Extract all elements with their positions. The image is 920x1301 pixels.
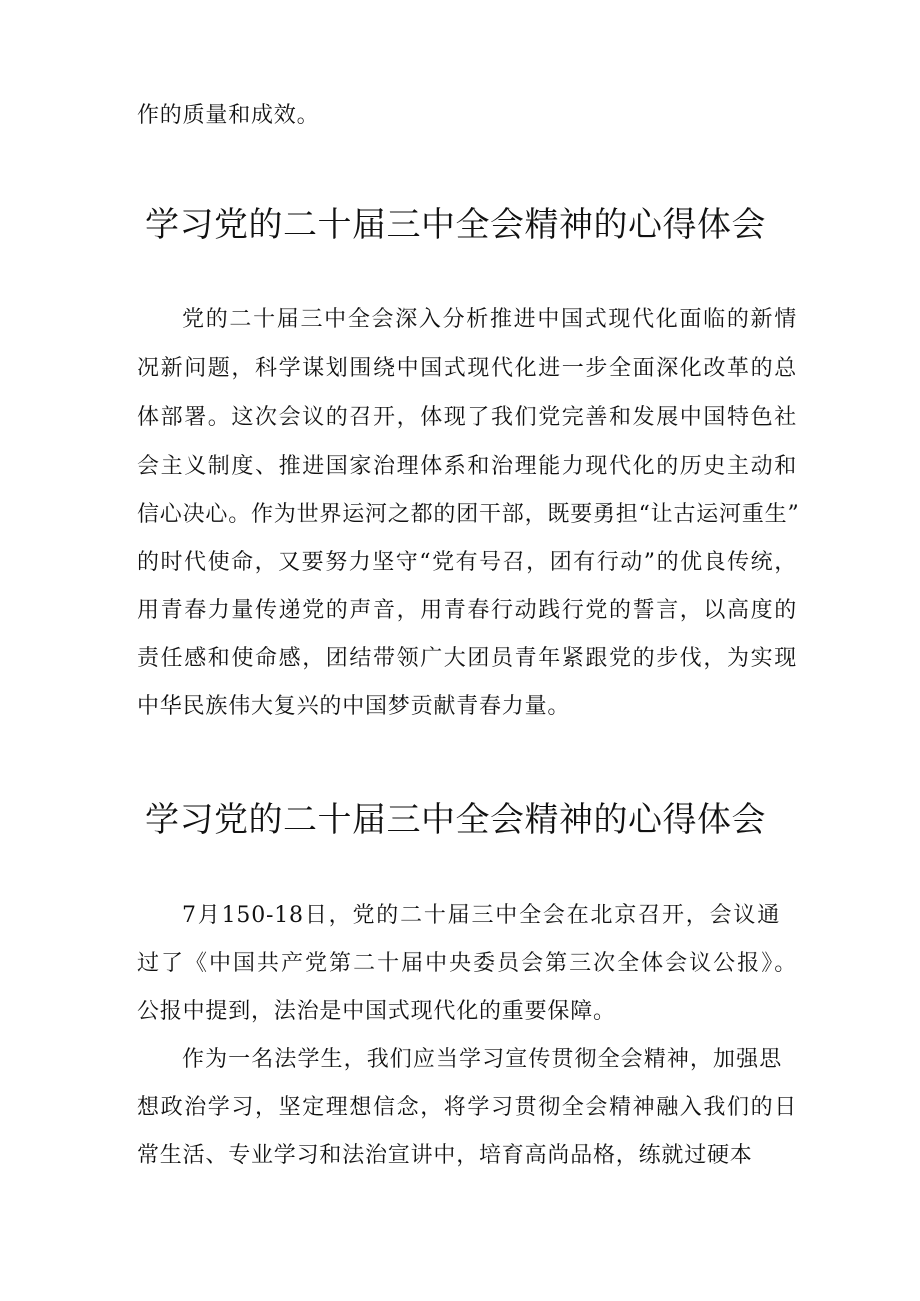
- text-line: 的时代使命，又要努力坚守“党有号召，团有行动”的优良传统，: [137, 550, 797, 575]
- text-line: 7月150-18日，党的二十届三中全会在北京召开，会议通: [182, 903, 780, 928]
- text-line: 用青春力量传递党的声音，用青春行动践行党的誓言，以高度的: [137, 598, 797, 623]
- text-line: 常生活、专业学习和法治宣讲中，培育高尚品格，练就过硬本: [137, 1143, 753, 1168]
- text-line: 作的质量和成效。: [137, 103, 320, 128]
- text-line: 党的二十届三中全会深入分析推进中国式现代化面临的新情: [182, 307, 797, 332]
- text-line: 公报中提到，法治是中国式现代化的重要保障。: [137, 999, 616, 1024]
- section-heading: 学习党的二十届三中全会精神的心得体会: [145, 800, 766, 840]
- text-line: 况新问题，科学谋划围绕中国式现代化进一步全面深化改革的总: [137, 356, 797, 381]
- text-line: 想政治学习，坚定理想信念，将学习贯彻全会精神融入我们的日: [137, 1095, 797, 1120]
- section-heading: 学习党的二十届三中全会精神的心得体会: [145, 205, 766, 245]
- text-line: 信心决心。作为世界运河之都的团干部，既要勇担“让古运河重生”: [137, 502, 800, 527]
- text-line: 责任感和使命感，团结带领广大团员青年紧跟党的步伐，为实现: [137, 646, 797, 671]
- text-line: 体部署。这次会议的召开，体现了我们党完善和发展中国特色社: [137, 405, 797, 430]
- text-line: 过了《中国共产党第二十届中央委员会第三次全体会议公报》。: [137, 951, 797, 976]
- text-line: 中华民族伟大复兴的中国梦贡献青春力量。: [137, 694, 571, 719]
- text-line: 作为一名法学生，我们应当学习宣传贯彻全会精神，加强思: [182, 1047, 782, 1072]
- text-line: 会主义制度、推进国家治理体系和治理能力现代化的历史主动和: [137, 454, 797, 479]
